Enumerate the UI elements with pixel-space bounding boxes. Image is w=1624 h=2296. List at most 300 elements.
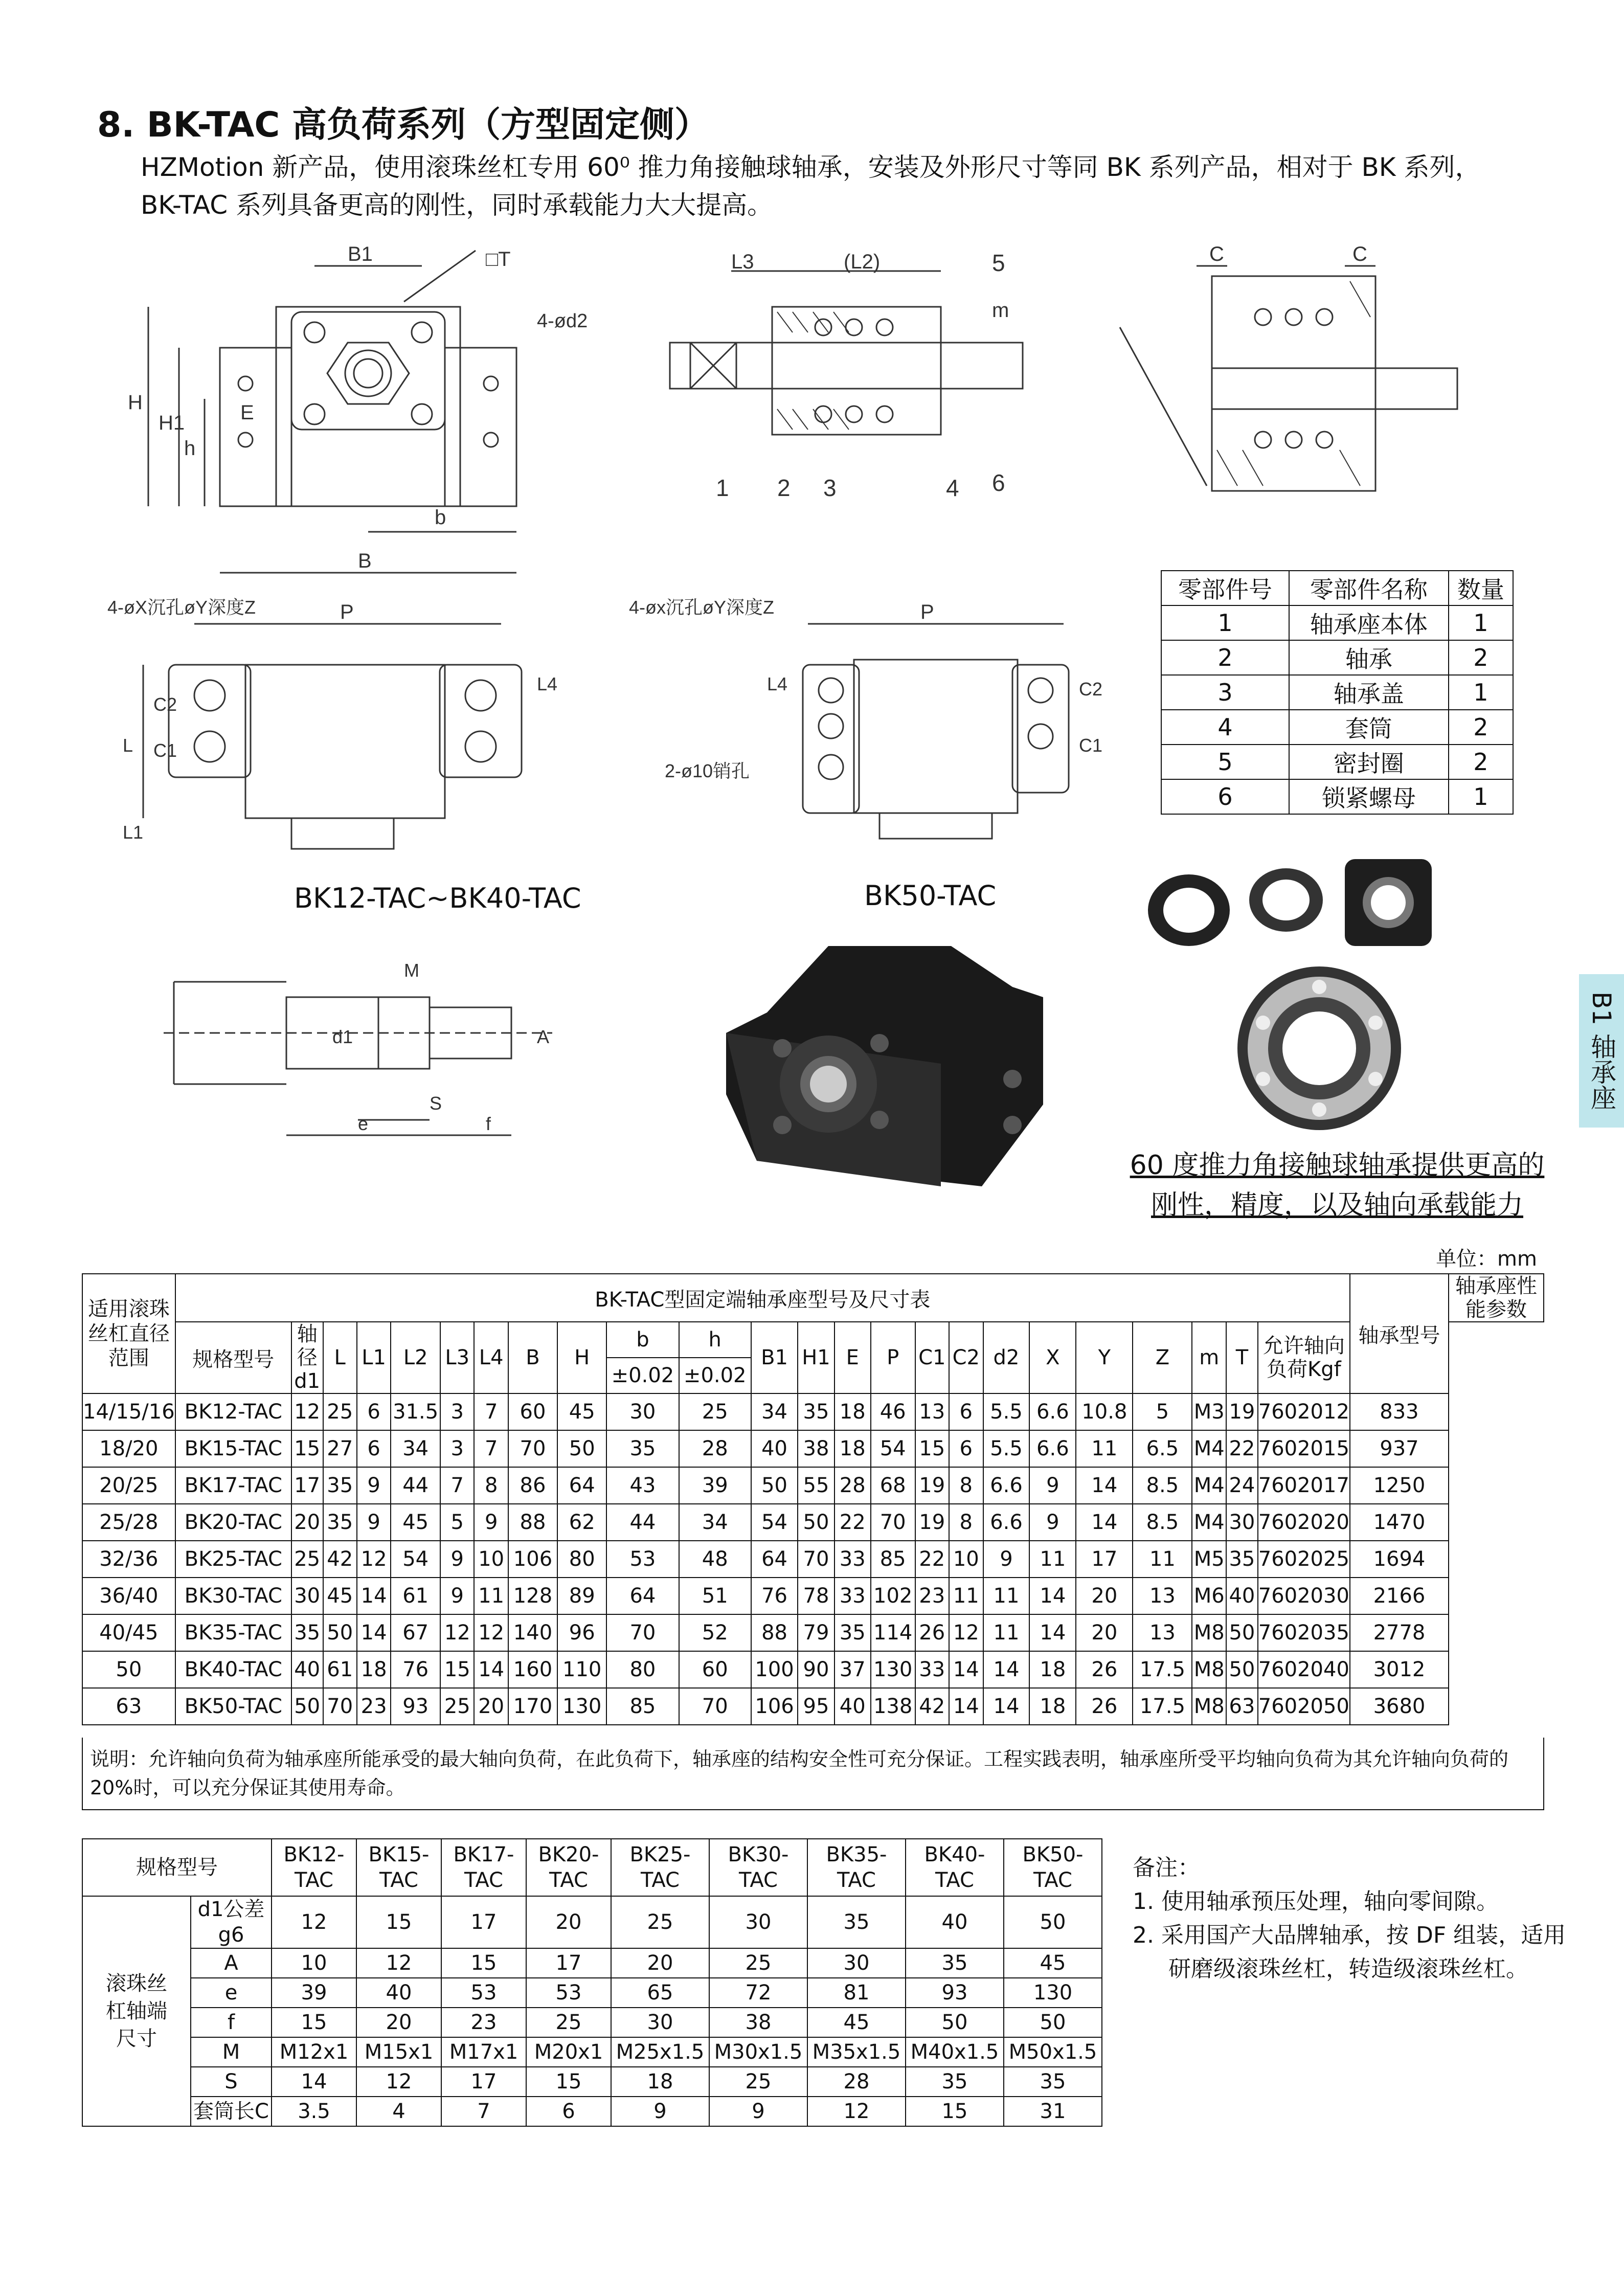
table-cell: 37 (834, 1651, 871, 1688)
table-cell: 14 (1076, 1467, 1133, 1504)
bearing-caption-line2: 刚性，精度，以及轴向承载能力 (1151, 1190, 1523, 1221)
table-cell: 6 (949, 1430, 983, 1467)
table-cell: 25 (526, 2008, 611, 2037)
section-view-drawing (660, 251, 1028, 516)
table-cell: 114 (871, 1614, 915, 1651)
row-label: A (191, 1948, 272, 1978)
table-cell: 27 (323, 1430, 357, 1467)
table-cell: 13 (915, 1393, 950, 1430)
table-cell: M8 (1192, 1688, 1226, 1725)
table-cell: 40 (834, 1688, 871, 1725)
table-cell: 170 (508, 1688, 557, 1725)
row-label: 套筒长C (191, 2097, 272, 2126)
shaft-model-0: BK12-TAC (272, 1839, 356, 1896)
table-cell: M12x1 (272, 2037, 356, 2067)
unit-label: 单位：mm (1436, 1247, 1537, 1271)
table-cell: 35 (323, 1467, 357, 1504)
table-cell: 20 (291, 1504, 323, 1541)
table-cell: 11 (949, 1578, 983, 1614)
table-cell: BK20-TAC (175, 1504, 291, 1541)
table-cell: 26 (1076, 1688, 1133, 1725)
table-cell: M4 (1192, 1430, 1226, 1467)
table-cell: 轴承盖 (1289, 675, 1449, 710)
remarks-title: 备注： (1133, 1855, 1200, 1881)
caption-bk50: BK50-TAC (864, 880, 997, 912)
table-cell: 7602020 (1258, 1504, 1350, 1541)
table-cell: 44 (391, 1467, 440, 1504)
page-title: 8. BK-TAC 高负荷系列（方型固定侧） (97, 105, 709, 145)
intro-text: HZMotion 新产品，使用滚珠丝杠专用 60⁰ 推力角接触球轴承，安装及外形尺寸等同 BK 系列产品，相对于 BK 系列，BK-TAC 系列具备更高的刚性，同时承载能力大大提高。 (141, 152, 1481, 220)
table-cell: 42 (915, 1688, 950, 1725)
table-cell: 3 (1161, 675, 1289, 710)
table-cell: 6.6 (1029, 1430, 1076, 1467)
table-cell: 35 (906, 1948, 1004, 1978)
table-row (1161, 779, 1513, 814)
table-cell: 12 (356, 1948, 441, 1978)
table-cell: 1694 (1350, 1541, 1449, 1578)
caption-bk12-40: BK12-TAC~BK40-TAC (294, 882, 581, 914)
parts-table (1161, 570, 1514, 815)
table-cell: 14 (357, 1614, 391, 1651)
label-T: □T (486, 248, 511, 271)
table-cell: 22 (1226, 1430, 1258, 1467)
table-row (82, 2037, 1102, 2067)
table-cell: 80 (557, 1541, 606, 1578)
table-cell: 54 (871, 1430, 915, 1467)
table-cell: 35 (323, 1504, 357, 1541)
table-cell: 80 (606, 1651, 679, 1688)
bearing-caption-line1: 60 度推力角接触球轴承提供更高的 (1130, 1150, 1545, 1181)
table-cell: 2778 (1350, 1614, 1449, 1651)
table-cell: 7602015 (1258, 1430, 1350, 1467)
table-cell: 30 (606, 1393, 679, 1430)
table-cell: 62 (557, 1504, 606, 1541)
table-cell: 67 (391, 1614, 440, 1651)
table-cell: 7602035 (1258, 1614, 1350, 1651)
table-cell: 68 (871, 1467, 915, 1504)
table-cell: 15 (356, 1896, 441, 1948)
table-cell: 38 (709, 2008, 807, 2037)
table-cell: 8 (949, 1467, 983, 1504)
table-cell: 14 (1029, 1578, 1076, 1614)
table-cell: 9 (357, 1504, 391, 1541)
dimension-table-body (82, 1393, 1544, 1725)
table-cell: 85 (606, 1688, 679, 1725)
table-cell: M30x1.5 (709, 2037, 807, 2067)
table-cell: 2 (1161, 640, 1289, 675)
table-row (82, 1393, 1544, 1430)
table-cell: 110 (557, 1651, 606, 1688)
table-cell: 5 (440, 1504, 474, 1541)
shaft-model-3: BK20-TAC (526, 1839, 611, 1896)
table-cell: M50x1.5 (1004, 2037, 1102, 2067)
table-cell: 10 (272, 1948, 356, 1978)
table-cell: 51 (679, 1578, 751, 1614)
table-row (82, 1504, 1544, 1541)
table-cell: 25 (323, 1393, 357, 1430)
table-cell: 15 (526, 2067, 611, 2097)
table-cell: 18 (834, 1393, 871, 1430)
table-cell: 20 (474, 1688, 508, 1725)
table-cell: BK12-TAC (175, 1393, 291, 1430)
table-cell: 30 (807, 1948, 906, 1978)
header-d2: d2 (983, 1322, 1030, 1393)
table-cell: 90 (798, 1651, 834, 1688)
table-cell: 26 (1076, 1651, 1133, 1688)
table-cell: 7 (474, 1430, 508, 1467)
table-cell: 1 (1449, 675, 1513, 710)
table-cell: 9 (1029, 1504, 1076, 1541)
table-cell: 14 (272, 2067, 356, 2097)
table-cell: 88 (508, 1504, 557, 1541)
label-d1: d1 (332, 1026, 353, 1047)
shaft-model-6: BK35-TAC (807, 1839, 906, 1896)
label-H: H (128, 391, 143, 414)
table-cell: 128 (508, 1578, 557, 1614)
table-cell: 24 (1226, 1467, 1258, 1504)
remark-item-1: 1. 使用轴承预压处理，轴向零间隙。 (1133, 1888, 1499, 1915)
table-cell: 9 (611, 2097, 709, 2126)
table-cell: 52 (679, 1614, 751, 1651)
label-E: E (240, 401, 254, 424)
header-B1: B1 (751, 1322, 798, 1393)
table-cell: 17 (1076, 1541, 1133, 1578)
table-cell: 40 (1226, 1578, 1258, 1614)
table-cell: 31 (1004, 2097, 1102, 2126)
label-C1: C1 (153, 740, 177, 761)
table-cell: 19 (1226, 1393, 1258, 1430)
label-B1: B1 (348, 245, 373, 265)
table-cell: 64 (751, 1541, 798, 1578)
shaft-table-body (82, 1896, 1102, 2126)
table-cell: 35 (291, 1614, 323, 1651)
table-cell: 28 (679, 1430, 751, 1467)
table-cell: 轴承 (1289, 640, 1449, 675)
label-d2: 4-ød2 (537, 310, 588, 332)
table-cell: 25 (679, 1393, 751, 1430)
table-row (82, 1896, 1102, 1948)
table-cell: 18 (357, 1651, 391, 1688)
table-cell: 9 (1029, 1467, 1076, 1504)
table-cell: 20 (356, 2008, 441, 2037)
label-hole-spec: 4-øX沉孔øY深度Z (107, 597, 256, 618)
table-cell: 6 (357, 1430, 391, 1467)
range-header: 适用滚珠丝杠直径范围 (82, 1274, 175, 1393)
table-cell: 20/25 (82, 1467, 175, 1504)
table-cell: 20 (1076, 1614, 1133, 1651)
table-cell: 2166 (1350, 1578, 1449, 1614)
table-cell: BK50-TAC (175, 1688, 291, 1725)
label-A: A (537, 1026, 550, 1047)
table-cell: M6 (1192, 1578, 1226, 1614)
table-cell: 54 (391, 1541, 440, 1578)
label-L4: L4 (537, 673, 558, 694)
table-cell: 79 (798, 1614, 834, 1651)
table-cell: 833 (1350, 1393, 1449, 1430)
table-cell: 4 (356, 2097, 441, 2126)
table-cell: 11 (983, 1614, 1030, 1651)
row-label: d1公差g6 (191, 1896, 272, 1948)
table-cell: 50 (557, 1430, 606, 1467)
table-cell: 25 (709, 2067, 807, 2097)
label-M: M (404, 960, 419, 981)
table-cell: 50 (906, 2008, 1004, 2037)
table-cell: 40 (751, 1430, 798, 1467)
header-L3: L3 (440, 1322, 474, 1393)
table-cell: 106 (751, 1688, 798, 1725)
label-2: 2 (777, 475, 791, 501)
table-cell: 15 (440, 1651, 474, 1688)
housing-photo (726, 941, 1058, 1197)
label-L1: L1 (123, 822, 144, 843)
table-cell: 17 (291, 1467, 323, 1504)
table-cell: 14 (983, 1688, 1030, 1725)
header-H1: H1 (798, 1322, 834, 1393)
shaft-dimension-table (82, 1838, 1102, 2127)
table-cell: 5 (1133, 1393, 1192, 1430)
table-cell: 50 (1004, 2008, 1102, 2037)
table-cell: 轴承座本体 (1289, 605, 1449, 640)
table-cell: 19 (915, 1504, 950, 1541)
table-cell: 18 (1029, 1688, 1076, 1725)
table-cell: 6.5 (1133, 1430, 1192, 1467)
table-cell: 34 (751, 1393, 798, 1430)
bearing-caption (1112, 1145, 1562, 1225)
table-cell: 11 (983, 1578, 1030, 1614)
header-Z: Z (1133, 1322, 1192, 1393)
table-cell: 20 (526, 1896, 611, 1948)
label-L4-2: L4 (767, 673, 788, 694)
table-cell: 95 (798, 1688, 834, 1725)
table-cell: 7 (441, 2097, 526, 2126)
table-row (82, 1688, 1544, 1725)
table-cell: 42 (323, 1541, 357, 1578)
label-6: 6 (992, 469, 1005, 496)
table-cell: 140 (508, 1614, 557, 1651)
table-cell: M3 (1192, 1393, 1226, 1430)
table-cell: 55 (798, 1467, 834, 1504)
label-P: P (340, 601, 354, 623)
table-cell: M17x1 (441, 2037, 526, 2067)
table-cell: 53 (606, 1541, 679, 1578)
table-cell: 81 (807, 1978, 906, 2008)
table-cell: 34 (391, 1430, 440, 1467)
remarks (1133, 1851, 1572, 1986)
table-cell: 6 (1161, 779, 1289, 814)
front-view-drawing (118, 245, 655, 593)
table-cell: 12 (357, 1541, 391, 1578)
table-cell: 6 (357, 1393, 391, 1430)
table-cell: M25x1.5 (611, 2037, 709, 2067)
table-cell: 39 (679, 1467, 751, 1504)
group-label: 滚珠丝杠轴端尺寸 (82, 1896, 191, 2126)
label-hole-spec-2: 4-øx沉孔øY深度Z (629, 597, 774, 618)
table-cell: 18 (1029, 1651, 1076, 1688)
table-cell: 20 (1076, 1578, 1133, 1614)
table-cell: 76 (751, 1578, 798, 1614)
table-cell: 48 (679, 1541, 751, 1578)
table-cell: 78 (798, 1578, 834, 1614)
table-cell: 70 (679, 1688, 751, 1725)
top-view-bk50 (624, 593, 1115, 849)
table-cell: 1 (1161, 605, 1289, 640)
table-cell: 40/45 (82, 1614, 175, 1651)
table-cell: 3012 (1350, 1651, 1449, 1688)
table-cell: 85 (871, 1541, 915, 1578)
table-cell: 36/40 (82, 1578, 175, 1614)
table-cell: 32/36 (82, 1541, 175, 1578)
tol-b: ±0.02 (606, 1358, 679, 1393)
label-C-left: C (1209, 245, 1224, 265)
table-cell: 54 (751, 1504, 798, 1541)
table-cell: 60 (508, 1393, 557, 1430)
table-cell: 3 (440, 1430, 474, 1467)
table-cell: 17 (441, 2067, 526, 2097)
table-cell: 6 (949, 1393, 983, 1430)
table-cell: 22 (915, 1541, 950, 1578)
table-cell: BK17-TAC (175, 1467, 291, 1504)
label-B: B (358, 550, 372, 572)
table-row (82, 1978, 1102, 2008)
section-tab[interactable]: B1 轴承座 (1579, 974, 1624, 1128)
table-cell: 8 (474, 1467, 508, 1504)
label-C2-2: C2 (1079, 679, 1103, 700)
table-cell: 2 (1449, 710, 1513, 745)
header-T: T (1226, 1322, 1258, 1393)
table-cell: M4 (1192, 1504, 1226, 1541)
label-L3: L3 (731, 251, 754, 273)
row-label: S (191, 2067, 272, 2097)
table-cell: 35 (798, 1393, 834, 1430)
table-cell: 23 (441, 2008, 526, 2037)
table-cell: 1250 (1350, 1467, 1449, 1504)
table-cell: 46 (871, 1393, 915, 1430)
header-b: b (606, 1322, 679, 1358)
header-L2: L2 (391, 1322, 440, 1393)
label-4: 4 (946, 475, 959, 501)
table-cell: 15 (291, 1430, 323, 1467)
table-cell: 17 (526, 1948, 611, 1978)
table-cell: 34 (679, 1504, 751, 1541)
table-cell: 11 (1133, 1541, 1192, 1578)
bearing-photo (1222, 961, 1416, 1135)
table-cell: 35 (606, 1430, 679, 1467)
shaft-table-header-row (82, 1839, 1102, 1896)
table-cell: 12 (474, 1614, 508, 1651)
table-cell: 100 (751, 1651, 798, 1688)
table-row (82, 1651, 1544, 1688)
table-cell: 19 (915, 1467, 950, 1504)
table-cell: 70 (798, 1541, 834, 1578)
table-row (82, 1948, 1102, 1978)
table-cell: 35 (1004, 2067, 1102, 2097)
parts-header-no: 零部件号 (1161, 571, 1289, 605)
table-row (82, 2067, 1102, 2097)
table-cell: 45 (1004, 1948, 1102, 1978)
table-cell: 5.5 (983, 1393, 1030, 1430)
table-cell: 45 (807, 2008, 906, 2037)
table-cell: 1 (1449, 605, 1513, 640)
parts-header-qty: 数量 (1449, 571, 1513, 605)
shaft-model-1: BK15-TAC (356, 1839, 441, 1896)
table-cell: 8.5 (1133, 1504, 1192, 1541)
table-cell: M40x1.5 (906, 2037, 1004, 2067)
table-cell: 35 (807, 1896, 906, 1948)
table-cell: 5 (1161, 745, 1289, 779)
table-cell: 30 (709, 1896, 807, 1948)
table-cell: 60 (679, 1651, 751, 1688)
table-cell: 45 (391, 1504, 440, 1541)
table-cell: 63 (1226, 1688, 1258, 1725)
table-cell: 43 (606, 1467, 679, 1504)
table-cell: 40 (906, 1896, 1004, 1948)
table-cell: 11 (1076, 1430, 1133, 1467)
label-5: 5 (992, 251, 1005, 276)
label-m: m (992, 299, 1009, 322)
table-cell: 22 (834, 1504, 871, 1541)
shaft-end-drawing (164, 951, 573, 1166)
row-label: f (191, 2008, 272, 2037)
table-cell: 6 (526, 2097, 611, 2126)
label-3: 3 (823, 475, 837, 501)
table-cell: 93 (906, 1978, 1004, 2008)
table-cell: 33 (915, 1651, 950, 1688)
table-row (1161, 640, 1513, 675)
table-cell: 5.5 (983, 1430, 1030, 1467)
table-cell: 9 (440, 1541, 474, 1578)
table-row (82, 1614, 1544, 1651)
table-cell: 7602040 (1258, 1651, 1350, 1688)
table-row (1161, 710, 1513, 745)
parts-header-row (1161, 571, 1513, 605)
table-cell: 7602050 (1258, 1688, 1350, 1725)
table-cell: 50 (82, 1651, 175, 1688)
table-cell: 8.5 (1133, 1467, 1192, 1504)
table-cell: 18 (834, 1430, 871, 1467)
label-b: b (435, 506, 446, 529)
table-cell: 96 (557, 1614, 606, 1651)
table-cell: M35x1.5 (807, 2037, 906, 2067)
header-E: E (834, 1322, 871, 1393)
table-cell: 61 (391, 1578, 440, 1614)
table-cell: 138 (871, 1688, 915, 1725)
shaft-model-2: BK17-TAC (441, 1839, 526, 1896)
table-cell: 12 (807, 2097, 906, 2126)
table-cell: 28 (834, 1467, 871, 1504)
header-P: P (871, 1322, 915, 1393)
table-cell: M8 (1192, 1614, 1226, 1651)
table-cell: 25 (709, 1948, 807, 1978)
table-cell: 23 (357, 1688, 391, 1725)
table-cell: 130 (871, 1651, 915, 1688)
table-cell: 8 (949, 1504, 983, 1541)
table-row (82, 1578, 1544, 1614)
table-cell: 30 (1226, 1504, 1258, 1541)
table-cell: 15 (441, 1948, 526, 1978)
d1-header: 轴径d1 (291, 1322, 323, 1393)
label-C2: C2 (153, 694, 177, 715)
table-cell: 63 (82, 1688, 175, 1725)
table-cell: 15 (272, 2008, 356, 2037)
table-cell: M15x1 (356, 2037, 441, 2067)
model-header: 规格型号 (175, 1322, 291, 1393)
table-row (1161, 675, 1513, 710)
table-cell: 3680 (1350, 1688, 1449, 1725)
table-cell: 70 (508, 1430, 557, 1467)
table-cell: 26 (915, 1614, 950, 1651)
table-cell: 25 (291, 1541, 323, 1578)
table-cell: 套筒 (1289, 710, 1449, 745)
